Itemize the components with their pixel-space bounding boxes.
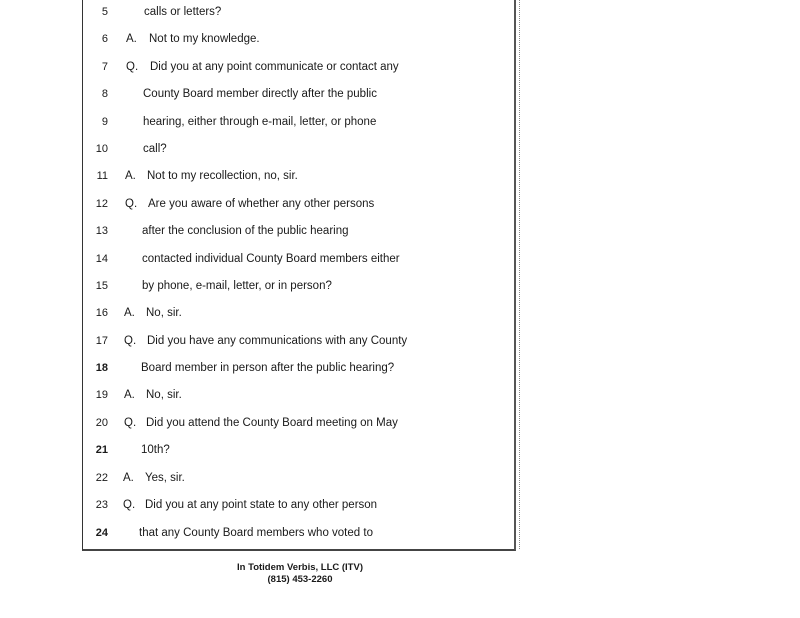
transcript-line: [83, 440, 517, 460]
speaker-label: A.: [124, 307, 135, 319]
line-number: 7: [101, 61, 108, 73]
transcript-line: [83, 57, 517, 77]
transcript-line: [83, 166, 517, 186]
line-number: 10: [95, 143, 108, 155]
transcript-line: [83, 194, 517, 214]
line-number: 21: [95, 444, 108, 456]
transcript-line: [83, 249, 517, 269]
line-number: 18: [95, 362, 108, 374]
line-text: Yes, sir.: [145, 472, 185, 484]
line-text: that any County Board members who voted to: [139, 527, 373, 539]
line-text: Are you aware of whether any other persons: [148, 198, 375, 210]
line-text: call?: [143, 143, 167, 155]
line-number: 22: [95, 472, 108, 484]
speaker-label: Q.: [125, 198, 138, 210]
line-number: 13: [95, 225, 108, 237]
line-text: by phone, e-mail, letter, or in person?: [142, 280, 332, 292]
line-text: calls or letters?: [144, 6, 222, 18]
line-text: Did you at any point communicate or contact any: [150, 61, 399, 73]
transcript-page: [82, 0, 516, 551]
transcript-line: [83, 413, 517, 433]
transcript-line: [83, 303, 517, 323]
line-number: 20: [95, 417, 108, 429]
speaker-label: Q.: [123, 499, 136, 511]
speaker-label: Q.: [124, 335, 137, 347]
speaker-label: Q.: [124, 417, 137, 429]
transcript-line: [83, 112, 517, 132]
line-number: 9: [101, 116, 108, 128]
transcript-line: [83, 2, 517, 22]
line-text: No, sir.: [146, 307, 182, 319]
transcript-line: [83, 29, 517, 49]
speaker-label: A.: [124, 389, 135, 401]
transcript-line: [83, 139, 517, 159]
line-number: 15: [95, 280, 108, 292]
line-text: Not to my recollection, no, sir.: [147, 170, 298, 182]
line-text: Did you at any point state to any other person: [145, 499, 378, 511]
line-number: 24: [95, 527, 108, 539]
transcript-line: [83, 221, 517, 241]
line-text: Did you have any communications with any County: [147, 335, 408, 347]
line-text: contacted individual County Board members either: [142, 253, 400, 265]
line-number: 14: [95, 253, 108, 265]
line-number: 5: [101, 6, 108, 18]
line-number: 8: [101, 88, 108, 100]
line-text: Not to my knowledge.: [149, 33, 260, 45]
line-number: 16: [95, 307, 108, 319]
speaker-label: A.: [123, 472, 134, 484]
speaker-label: A.: [126, 33, 137, 45]
footer-phone: (815) 453-2260: [267, 574, 333, 585]
footer-company: In Totidem Verbis, LLC (ITV): [237, 562, 363, 573]
line-number: 6: [101, 33, 108, 45]
line-number: 23: [95, 499, 108, 511]
line-text: County Board member directly after the public: [143, 88, 377, 100]
speaker-label: A.: [125, 170, 136, 182]
transcript-line: [83, 523, 517, 543]
line-text: 10th?: [141, 444, 170, 456]
speaker-label: Q.: [126, 61, 139, 73]
line-number: 12: [95, 198, 108, 210]
line-text: Did you attend the County Board meeting on May: [146, 417, 398, 429]
line-text: No, sir.: [146, 389, 182, 401]
transcript-line: [83, 276, 517, 296]
line-text: hearing, either through e-mail, letter, or phone: [143, 116, 377, 128]
transcript-line: [83, 331, 517, 351]
line-number: 11: [96, 170, 108, 182]
line-number: 19: [95, 389, 108, 401]
line-text: after the conclusion of the public hearing: [142, 225, 349, 237]
transcript-line: [83, 385, 517, 405]
transcript-line: [83, 468, 517, 488]
transcript-line: [83, 358, 517, 378]
transcript-line: [83, 84, 517, 104]
transcript-line: [83, 495, 517, 515]
line-text: Board member in person after the public hearing?: [141, 362, 395, 374]
line-number: 17: [95, 335, 108, 347]
